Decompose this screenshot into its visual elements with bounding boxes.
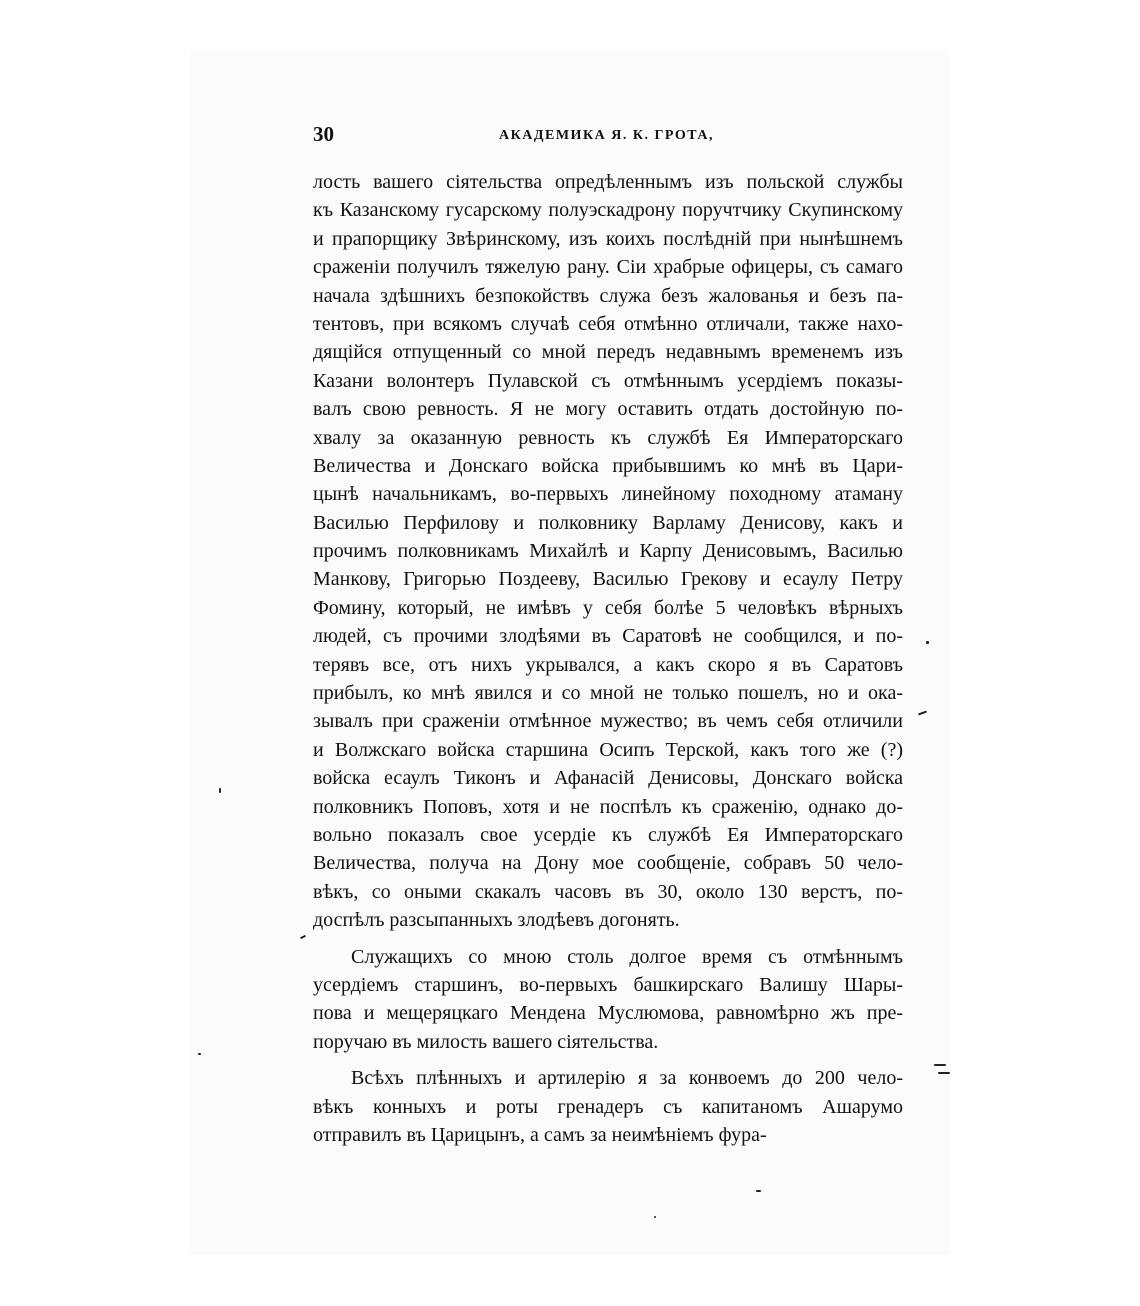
text-line: отправилъ въ Царицынъ, а самъ за неимѣніемъ фура- xyxy=(313,1123,767,1146)
text-line: Манкову, Григорью Поздееву, Василью Грекову и есаулу Петру xyxy=(313,568,903,591)
scan-speck xyxy=(934,1064,946,1066)
text-line: Василью Перфилову и полковнику Варламу Денисову, какъ и xyxy=(313,511,903,534)
text-line: войска есаулъ Тиконъ и Афанасій Денисовы, Донскаго войска xyxy=(313,767,903,790)
scan-speck xyxy=(219,788,221,793)
scan-speck xyxy=(198,1053,201,1055)
text-line: Величества и Донскаго войска прибывшимъ ко мнѣ въ Цари- xyxy=(313,454,903,477)
paragraph-gap xyxy=(313,1056,903,1064)
text-line: валъ свою ревность. Я не могу оставить отдать достойную по- xyxy=(313,398,903,421)
text-line: тентовъ, при всякомъ случаѣ себя отмѣнно отличали, также нахо- xyxy=(313,312,903,335)
running-head: АКАДЕМИКА Я. К. ГРОТА, xyxy=(499,128,714,143)
paragraph-gap xyxy=(313,935,903,943)
text-line: Всѣхъ плѣнныхъ и артилерію я за конвоемъ до 200 чело- xyxy=(351,1067,903,1090)
page-number: 30 xyxy=(313,122,334,146)
text-line: терявъ все, отъ нихъ укрывался, а какъ скоро я въ Саратовъ xyxy=(313,653,903,676)
text-line: лость вашего сіятельства опредѣленнымъ изъ польской службы xyxy=(313,171,903,193)
text-line: вѣкъ, со оными скакалъ часовъ въ 30, около 130 верстъ, по- xyxy=(313,880,903,903)
text-line: поручаю въ милость вашего сіятельства. xyxy=(313,1030,659,1053)
text-line: зывалъ при сраженіи отмѣнное мужество; въ чемъ себя отличили xyxy=(313,710,903,733)
text-line: сраженіи получилъ тяжелую рану. Сіи храбрые офицеры, съ самаго xyxy=(313,256,903,279)
scan-speck xyxy=(926,641,929,644)
text-line: хвалу за оказанную ревность къ службѣ Ея Императорскаго xyxy=(313,426,903,449)
text-line: начала здѣшнихъ безпокойствъ служа безъ жалованья и безъ па- xyxy=(313,284,903,307)
text-line: пова и мещеряцкаго Мендена Муслюмова, равномѣрно жъ пре- xyxy=(313,1002,903,1025)
text-line: доспѣлъ разсыпанныхъ злодѣевъ догонять. xyxy=(313,909,680,932)
scan-speck xyxy=(756,1190,761,1192)
text-line: дящійся отпущенный со мной передъ недавнымъ временемъ изъ xyxy=(313,341,903,364)
text-line: полковникъ Поповъ, хотя и не поспѣлъ къ сраженію, однако до- xyxy=(313,795,903,818)
text-line: Фомину, который, не имѣвъ у себя болѣе 5 человѣкъ вѣрныхъ xyxy=(313,596,903,619)
text-line: Казани волонтеръ Пулавской съ отмѣннымъ усердіемъ показы- xyxy=(313,369,903,392)
text-line: цынѣ начальникамъ, во-первыхъ линейному походному атаману xyxy=(313,483,903,506)
paragraph xyxy=(313,168,903,935)
text-line: Служащихъ со мною столь долгое время съ отмѣннымъ xyxy=(351,945,903,968)
text-line: вѣкъ конныхъ и роты гренадеръ съ капитаномъ Ашарумо xyxy=(313,1095,903,1118)
text-line: Величества, получа на Дону мое сообщеніе, собравъ 50 чело- xyxy=(313,852,903,875)
text-line: вольно показалъ свое усердіе къ службѣ Ея Императорскаго xyxy=(313,823,903,846)
scan-speck xyxy=(654,1216,656,1218)
text-line: и прапорщику Звѣринскому, изъ коихъ послѣднiй при нынѣшнемъ xyxy=(313,227,903,250)
scan-speck xyxy=(938,1072,950,1074)
paragraph xyxy=(313,943,903,1057)
body-text xyxy=(313,168,903,1149)
paragraph xyxy=(313,1064,903,1149)
text-line: прочимъ полковникамъ Михайлѣ и Карпу Денисовымъ, Василью xyxy=(313,540,903,563)
text-line: и Волжскаго войска старшина Осипъ Терской, какъ того же (?) xyxy=(313,738,903,761)
text-line: къ Казанскому гусарскому полуэскадрону поручтчику Скупинскому xyxy=(313,199,903,222)
text-line: прибылъ, ко мнѣ явился и со мной не только пошелъ, но и ока- xyxy=(313,682,903,705)
page-header xyxy=(313,122,903,152)
text-line: усердіемъ старшинъ, во-первыхъ башкирскаго Валишу Шары- xyxy=(313,973,903,996)
text-line: людей, съ прочими злодѣями въ Саратовѣ не сообщился, и по- xyxy=(313,625,903,648)
